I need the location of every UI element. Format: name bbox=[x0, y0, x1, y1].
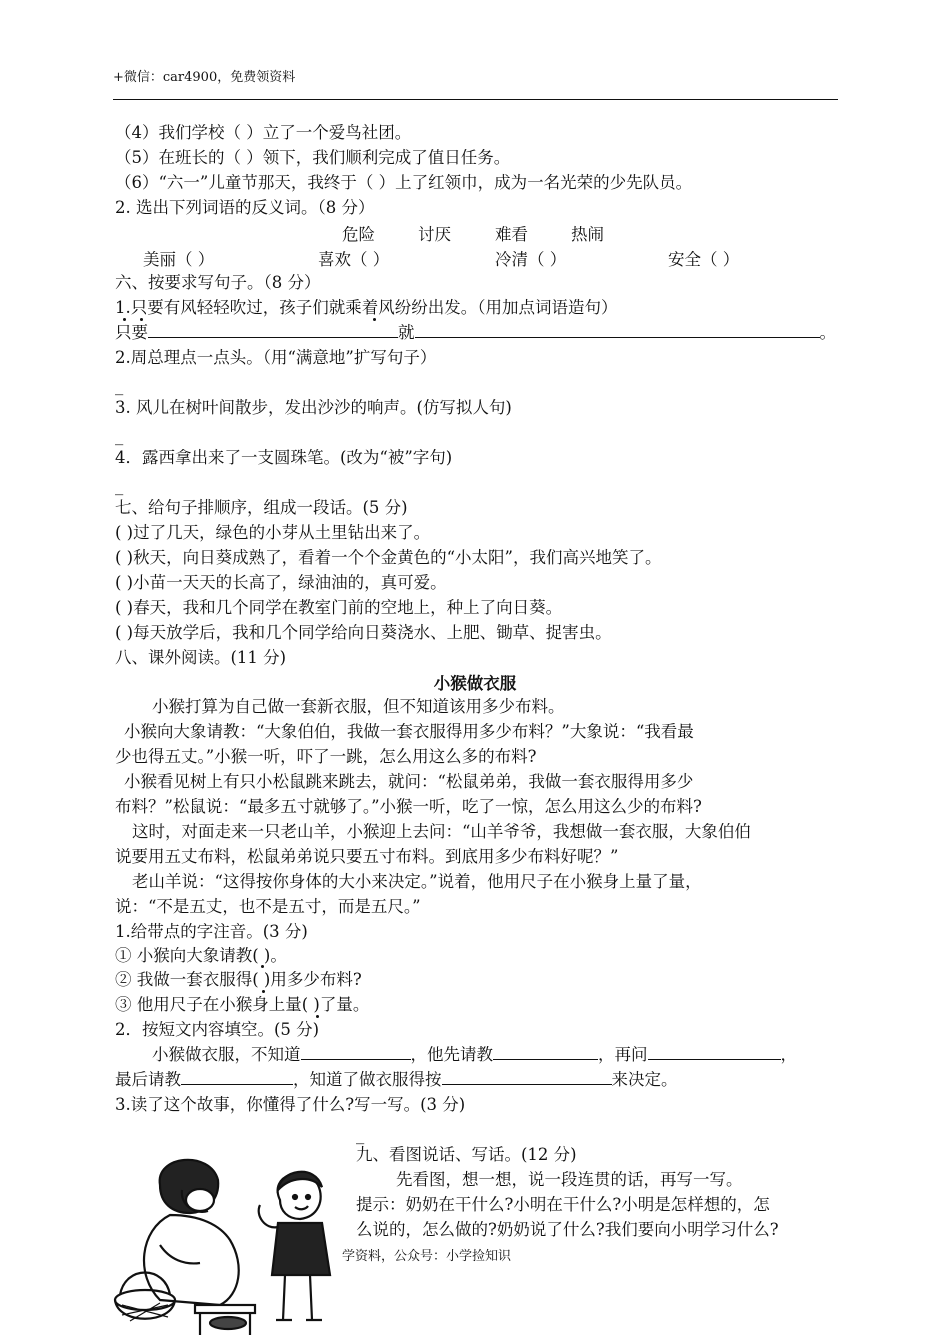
answer-mark[interactable]: _ bbox=[115, 376, 124, 395]
order-item[interactable]: ( )秋天，向日葵成熟了，看着一个个金黄色的“小太阳”，我们高兴地笑了。 bbox=[115, 548, 662, 567]
antonym-pair[interactable]: 喜欢（ ） bbox=[318, 250, 390, 269]
order-item[interactable]: ( )过了几天，绿色的小芽从土里钻出来了。 bbox=[115, 523, 431, 542]
fill-text: 小猴做衣服，不知道 bbox=[152, 1045, 301, 1064]
pinyin-item[interactable]: ② 我做一套衣服得( )用多少布料? bbox=[115, 970, 362, 989]
antonym-pair[interactable]: 美丽（ ） bbox=[143, 250, 215, 269]
grandma-boy-illustration bbox=[100, 1145, 350, 1335]
section-8-title: 八、课外阅读。(11 分) bbox=[115, 648, 287, 667]
fill-text: ，知道了做衣服得按 bbox=[293, 1070, 442, 1089]
answer-mark[interactable]: _ bbox=[115, 426, 124, 445]
story-line: 说要用五丈布料，松鼠弟弟说只要五寸布料。到底用多少布料好呢？” bbox=[115, 847, 619, 866]
fill-text: ， bbox=[780, 1045, 797, 1064]
pinyin-item[interactable]: ③ 他用尺子在小猴身上量( )了量。 bbox=[115, 995, 370, 1014]
fill-blank[interactable] bbox=[648, 1043, 781, 1060]
answer-blank[interactable] bbox=[415, 321, 820, 338]
antonym-pair[interactable]: 冷清（ ） bbox=[495, 250, 567, 269]
sentence-3: 3. 风儿在树叶间散步，发出沙沙的响声。(仿写拟人句) bbox=[115, 398, 512, 417]
question-4: （4）我们学校（ ）立了一个爱鸟社团。 bbox=[115, 123, 412, 142]
answer-prefix: 只要 bbox=[115, 323, 148, 342]
section-9-text: 提示：奶奶在干什么?小明在干什么?小明是怎样想的，怎 bbox=[356, 1195, 770, 1214]
antonym-title: 2. 选出下列词语的反义词。（8 分） bbox=[115, 198, 375, 217]
sentence-1: 1.只要有风轻轻吹过，孩子们就乘着风纷纷出发。（用加点词语造句） bbox=[115, 298, 618, 317]
section-9-title: 九、看图说话、写话。(12 分) bbox=[356, 1145, 577, 1164]
question-6: （6）“六一”儿童节那天，我终于（ ）上了红领巾，成为一名光荣的少先队员。 bbox=[115, 173, 693, 192]
footer-text: 学资料，公众号：小学捡知识 bbox=[342, 1249, 512, 1264]
word-bank-item: 危险 bbox=[342, 225, 375, 244]
answer-mark[interactable]: _ bbox=[356, 1125, 365, 1144]
header-text: +微信：car4900，免费领资料 bbox=[113, 70, 296, 85]
fill-blank[interactable] bbox=[442, 1068, 612, 1085]
story-line: 小猴看见树上有只小松鼠跳来跳去，就问：“松鼠弟弟，我做一套衣服得用多少 bbox=[124, 772, 694, 791]
question-5: （5）在班长的（ ）领下，我们顺利完成了值日任务。 bbox=[115, 148, 511, 167]
story-line: 少也得五丈。”小猴一听，吓了一跳，怎么用这么多的布料? bbox=[115, 747, 537, 766]
word-bank-item: 难看 bbox=[495, 225, 528, 244]
order-item[interactable]: ( )春天，我和几个同学在教室门前的空地上，种上了向日葵。 bbox=[115, 598, 563, 617]
fill-line-2 bbox=[115, 1068, 678, 1092]
reading-q3: 3.读了这个故事，你懂得了什么?写一写。(3 分) bbox=[115, 1095, 466, 1114]
order-item[interactable]: ( )每天放学后，我和几个同学给向日葵浇水、上肥、锄草、捉害虫。 bbox=[115, 623, 612, 642]
story-line: 小猴向大象请教：“大象伯伯，我做一套衣服得用多少布料？”大象说：“我看最 bbox=[124, 722, 694, 741]
section-9-text: 先看图，想一想，说一段连贯的话，再写一写。 bbox=[396, 1170, 743, 1189]
sentence-2: 2.周总理点一点头。（用“满意地”扩写句子） bbox=[115, 348, 437, 367]
fill-blank[interactable] bbox=[493, 1043, 598, 1060]
fill-blank[interactable] bbox=[181, 1068, 293, 1085]
header-rule bbox=[113, 99, 838, 100]
sentence-4: 4．露西拿出来了一支圆珠笔。(改为“被”字句) bbox=[115, 448, 453, 467]
fill-blank[interactable] bbox=[301, 1043, 411, 1060]
story-line: 小猴打算为自己做一套新衣服，但不知道该用多少布料。 bbox=[152, 697, 565, 716]
sentence-1-answer[interactable] bbox=[115, 321, 836, 345]
story-line: 这时，对面走来一只老山羊，小猴迎上去问：“山羊爷爷，我想做一套衣服，大象伯伯 bbox=[132, 822, 751, 841]
order-item[interactable]: ( )小苗一天天的长高了，绿油油的，真可爱。 bbox=[115, 573, 447, 592]
answer-mid: 就 bbox=[398, 323, 415, 342]
story-title: 小猴做衣服 bbox=[433, 674, 517, 693]
answer-end: 。 bbox=[819, 323, 836, 342]
fill-text: 来决定。 bbox=[611, 1070, 678, 1089]
answer-blank[interactable] bbox=[148, 321, 398, 338]
fill-text: ，他先请教 bbox=[410, 1045, 493, 1064]
word-bank-item: 热闹 bbox=[571, 225, 604, 244]
story-line: 老山羊说：“这得按你身体的大小来决定。”说着，他用尺子在小猴身上量了量， bbox=[132, 872, 702, 891]
answer-mark[interactable]: _ bbox=[115, 476, 124, 495]
reading-q2: 2．按短文内容填空。(5 分) bbox=[115, 1020, 320, 1039]
story-line: 布料？”松鼠说：“最多五寸就够了。”小猴一听，吃了一惊，怎么用这么少的布料? bbox=[115, 797, 702, 816]
section-6-title: 六、按要求写句子。（8 分） bbox=[115, 273, 321, 292]
fill-line-1 bbox=[152, 1043, 797, 1067]
antonym-pair[interactable]: 安全（ ） bbox=[668, 250, 740, 269]
section-7-title: 七、给句子排顺序，组成一段话。(5 分) bbox=[115, 498, 408, 517]
word-bank-item: 讨厌 bbox=[418, 225, 451, 244]
pinyin-item[interactable]: ① 小猴向大象请教( )。 bbox=[115, 946, 287, 965]
reading-q1: 1.给带点的字注音。(3 分) bbox=[115, 922, 308, 941]
story-line: 说：“不是五丈，也不是五寸，而是五尺。” bbox=[115, 897, 421, 916]
fill-text: 最后请教 bbox=[115, 1070, 181, 1089]
fill-text: ，再问 bbox=[598, 1045, 648, 1064]
section-9-text: 么说的，怎么做的?奶奶说了什么?我们要向小明学习什么? bbox=[356, 1220, 779, 1239]
